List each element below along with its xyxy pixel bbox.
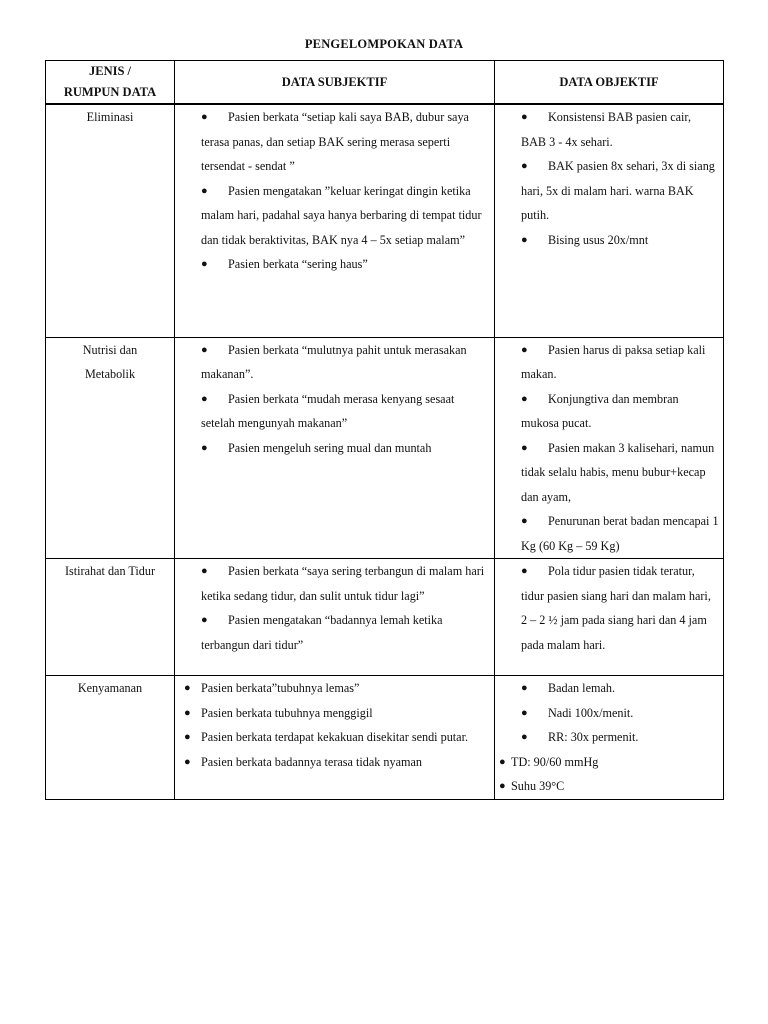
category-label: Istirahat dan Tidur: [64, 564, 156, 578]
list-item: ● Pasien mengatakan “badannya lemah ketika terbangun dari tidur”: [177, 608, 494, 657]
header-jenis-line1: JENIS /: [88, 64, 132, 78]
list-item: ● Nadi 100x/menit.: [497, 701, 723, 726]
bullet-icon: ●: [499, 780, 506, 792]
objektif-cell: [495, 676, 724, 800]
bullet-icon: ●: [499, 755, 506, 768]
subjektif-list: [175, 676, 494, 774]
bullet-icon: ●: [184, 706, 191, 719]
table-row-eliminasi: [46, 104, 724, 337]
subjektif-list: [201, 338, 494, 461]
subjektif-cell: [175, 337, 495, 559]
bullet-icon: ●: [521, 682, 528, 694]
list-item: ● Pasien mengatakan ”keluar keringat dingin ketika malam hari, padahal saya hanya berbaring di tempat tidur dan tidak beraktivitas, BAK nya 4 – 5x setiap malam”: [177, 179, 494, 253]
bullet-icon: ●: [521, 515, 528, 527]
header-subjektif: DATA SUBJEKTIF: [175, 61, 495, 105]
bullet-icon: ●: [201, 184, 208, 197]
objektif-indented-wrap: [495, 676, 723, 750]
list-item: ● Pasien makan 3 kalisehari, namun tidak selalu habis, menu bubur+kecap dan ayam,: [497, 436, 723, 510]
bullet-icon: ●: [521, 706, 528, 719]
table-row-istirahat: [46, 559, 724, 676]
category-cell: [46, 676, 175, 800]
list-item: ● Badan lemah.: [497, 676, 723, 701]
list-item: ● Pasien berkata “mudah merasa kenyang sesaat setelah mengunyah makanan”: [177, 387, 494, 436]
objektif-cell: [495, 559, 724, 676]
bullet-icon: ●: [521, 160, 528, 172]
list-item: ● Pasien harus di paksa setiap kali makan.: [497, 338, 723, 387]
subjektif-list: [201, 559, 494, 657]
list-item: ● Pasien berkata “sering haus”: [177, 252, 494, 277]
list-item: ● BAK pasien 8x sehari, 3x di siang hari, 5x di malam hari. warna BAK putih.: [497, 154, 723, 228]
list-item: ● Konjungtiva dan membran mukosa pucat.: [497, 387, 723, 436]
objektif-list: [521, 676, 723, 750]
bullet-icon: ●: [521, 731, 528, 743]
list-item: ● Penurunan berat badan mencapai 1 Kg (60 Kg – 59 Kg): [497, 509, 723, 558]
category-cell: [46, 104, 175, 337]
bullet-icon: ●: [201, 614, 208, 626]
table-row-nutrisi: [46, 337, 724, 559]
header-jenis-line2: RUMPUN DATA: [63, 85, 157, 99]
list-item: ● Suhu 39°C: [495, 774, 723, 799]
category-label: Kenyamanan: [77, 681, 143, 695]
bullet-icon: ●: [521, 441, 528, 454]
objektif-cell: [495, 104, 724, 337]
bullet-icon: ●: [521, 233, 528, 246]
bullet-icon: ●: [184, 731, 191, 743]
subjektif-cell: [175, 676, 495, 800]
list-item: ● Pasien berkata terdapat kekakuan disekitar sendi putar.: [175, 725, 494, 750]
list-item: ● TD: 90/60 mmHg: [495, 750, 723, 775]
bullet-icon: ●: [521, 392, 528, 405]
list-item: ● Pasien berkata tubuhnya menggigil: [175, 701, 494, 726]
category-cell: [46, 559, 175, 676]
list-item: ● RR: 30x permenit.: [497, 725, 723, 750]
list-item: ● Konsistensi BAB pasien cair, BAB 3 - 4x sehari.: [497, 105, 723, 154]
bullet-icon: ●: [521, 111, 528, 123]
objektif-list: [521, 105, 723, 252]
bullet-icon: ●: [201, 258, 208, 270]
bullet-icon: ●: [184, 755, 191, 768]
bullet-icon: ●: [184, 682, 191, 694]
objektif-flush-list: [495, 750, 723, 799]
list-item: ● Pasien berkata “saya sering terbangun di malam hari ketika sedang tidur, dan sulit untuk tidur lagi”: [177, 559, 494, 608]
list-item: ● Pasien mengeluh sering mual dan muntah: [177, 436, 494, 461]
objektif-cell: [495, 337, 724, 559]
subjektif-cell: [175, 559, 495, 676]
bullet-icon: ●: [201, 565, 208, 577]
header-jenis: [46, 61, 175, 105]
bullet-icon: ●: [521, 343, 528, 356]
bullet-icon: ●: [521, 565, 528, 577]
page-title: PENGELOMPOKAN DATA: [304, 37, 464, 51]
header-objektif: DATA OBJEKTIF: [495, 61, 724, 105]
bullet-icon: ●: [201, 441, 208, 454]
table-header-row: [46, 61, 724, 105]
table-row-kenyamanan: [46, 676, 724, 800]
bullet-icon: ●: [201, 111, 208, 123]
category-label: Eliminasi: [86, 110, 134, 124]
category-label: Nutrisi dan: [82, 342, 138, 357]
data-grouping-table: [45, 60, 724, 800]
bullet-icon: ●: [201, 343, 208, 356]
subjektif-list: [201, 105, 494, 277]
list-item: ● Pasien berkata badannya terasa tidak nyaman: [175, 750, 494, 775]
list-item: ● Pola tidur pasien tidak teratur, tidur pasien siang hari dan malam hari, 2 – 2 ½ jam pada siang hari dan 4 jam pada malam hari.: [497, 559, 723, 657]
subjektif-cell: [175, 104, 495, 337]
objektif-list: [521, 338, 723, 559]
category-label: Metabolik: [84, 367, 136, 381]
list-item: ● Bising usus 20x/mnt: [497, 228, 723, 253]
list-item: ● Pasien berkata”tubuhnya lemas”: [175, 676, 494, 701]
list-item: ● Pasien berkata “mulutnya pahit untuk merasakan makanan”.: [177, 338, 494, 387]
list-item: ● Pasien berkata “setiap kali saya BAB, dubur saya terasa panas, dan setiap BAK sering merasa seperti tersendat - sendat ”: [177, 105, 494, 179]
objektif-list: [521, 559, 723, 657]
category-cell: [46, 337, 175, 559]
bullet-icon: ●: [201, 392, 208, 405]
